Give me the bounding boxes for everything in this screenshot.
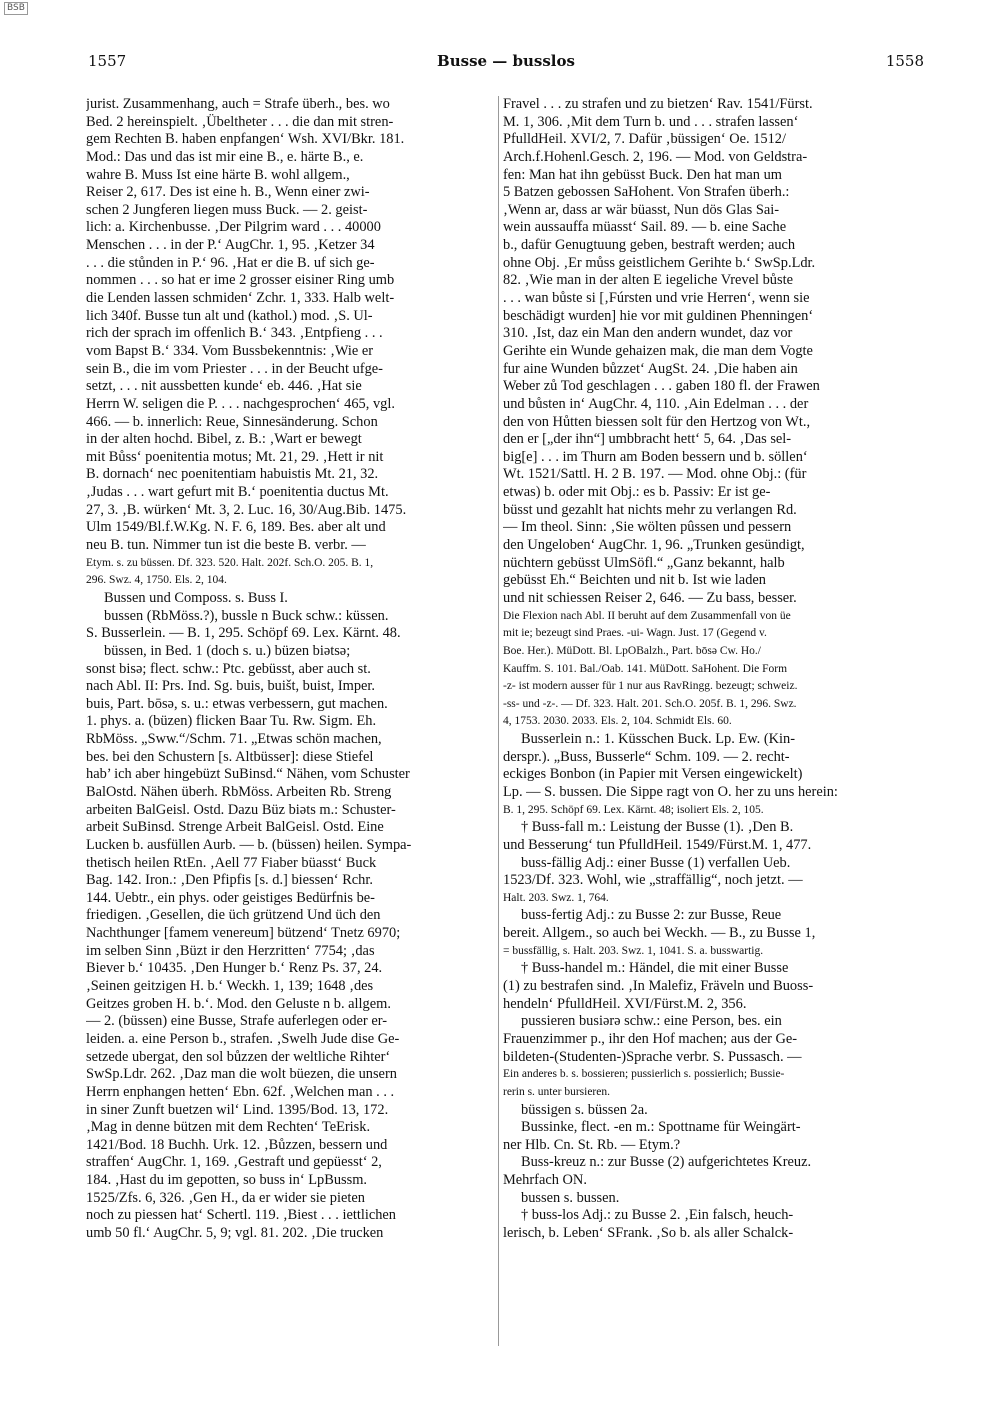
text-line: ner Hlb. Cn. St. Rb. — Etym.? (503, 1136, 681, 1153)
text-line: rerin s. unter bursieren. (503, 1085, 610, 1098)
text-line: im selben Sinn ‚Büzt ir den Herzritten‘ 7754; ‚das (86, 942, 375, 959)
text-line: büssen, in Bed. 1 (doch s. u.) büzen biətsə; (104, 642, 351, 659)
text-line: Wt. 1521/Sattl. H. 2 B. 197. — Mod. ohne Obj.: (für (503, 466, 807, 483)
text-line: big[e] . . . im Thurn am Boden bessern und b. söllen‘ (503, 448, 808, 465)
text-line: 1421/Bod. 18 Buchh. Urk. 12. ‚Bůzzen, bessern und (86, 1136, 388, 1153)
text-line: lich: a. Kirchenbusse. ‚Der Pilgrim ward . . . 40000 (86, 219, 381, 236)
text-line: die Lenden lassen schmiden‘ Zchr. 1, 333. Halb welt- (86, 290, 395, 307)
text-line: Mod.: Das und das ist mir eine B., e. härte B., e. (86, 148, 364, 165)
text-line: ‚Wenn ar, dass ar wär büasst, Nun dös Glas Sai- (503, 201, 780, 218)
text-line: thetisch heilen RtEn. ‚Aell 77 Fiaber büasst‘ Buck (86, 854, 377, 871)
text-line: = bussfällig, s. Halt. 203. Swz. 1, 1041. S. a. busswartig. (503, 944, 764, 957)
text-line: Geitzes groben H. b.‘. Mod. den Geluste n b. allgem. (86, 995, 391, 1012)
text-line: wein aussauffa müasst‘ Sail. 89. — b. eine Sache (503, 219, 787, 236)
text-line: . . . die stůnden in P.‘ 96. ‚Hat er die B. uf sich ge- (86, 254, 375, 271)
text-line: Nachthunger [famem venereum] bützend‘ Tnetz 6970; (86, 925, 401, 942)
text-line: hab’ ich aber hingebüzt SuBinsd.“ Nähen, vom Schuster (86, 766, 410, 783)
text-line: Bussen und Composs. s. Buss I. (104, 589, 288, 606)
text-line: SwSp.Ldr. 262. ‚Daz man die wolt büezen, die unsern (86, 1066, 397, 1083)
text-line: und nit schiessen Reiser 2, 646. — Zu bass, besser. (503, 589, 797, 606)
text-line: . . . wan bůste si [‚Fúrsten und vrie Herren‘, wenn sie (503, 290, 810, 307)
text-line: Etym. s. zu büssen. Df. 323. 520. Halt. 202f. Sch.O. 205. B. 1, (86, 556, 374, 569)
text-line: Gerihte ein Wunde gehaizen mak, die man dem Vogte (503, 342, 813, 359)
text-line: leiden. a. eine Person b., strafen. ‚Swelh Jude dise Ge- (86, 1030, 400, 1047)
text-line: M. 1, 306. ‚Mit dem Turn b. und . . . strafen lassen‘ (503, 113, 799, 130)
text-line: neu B. tun. Nimmer tun ist die beste B. verbr. — (86, 537, 366, 554)
text-line: mit ie; bezeugt sind Praes. -ui- Wagn. Just. 17 (Gegend v. (503, 627, 767, 640)
text-line: 144. Uebtr., ein phys. oder geistiges Bedürfnis be- (86, 889, 375, 906)
text-line: sonst bisə; flect. schw.: Ptc. gebüsst, aber auch st. (86, 660, 371, 677)
text-line: (1) zu bestrafen sind. ‚In Malefiz, Fräveln und Buoss- (503, 978, 814, 995)
text-line: eckiges Bonbon (in Papier mit Versen eingewickelt) (503, 766, 803, 783)
text-line: den von Hůtten biessen solt für den Hertzog von Wt., (503, 413, 811, 430)
text-line: Frauenzimmer p., ihr den Hof machen; aus der Ge- (503, 1030, 798, 1047)
right-column (503, 96, 923, 1243)
text-line: und bůsten in‘ AugChr. 4, 110. ‚Ain Edelman . . . der (503, 395, 809, 412)
text-line: — 2. (büssen) eine Busse, Strafe auferlegen oder er- (86, 1013, 388, 1030)
text-line: büsst und gezahlt hat nichts mehr zu verlangen Rd. (503, 501, 797, 518)
text-line: -ss- und -z-. — Df. 323. Halt. 201. Sch.O. 205f. B. 1, 296. Swz. (503, 697, 797, 710)
page-header (88, 52, 924, 74)
text-line: † Buss-fall m.: Leistung der Busse (1). ‚Den B. (521, 819, 794, 836)
text-line: ‚Mag in denne bützen mit dem Rechten‘ TeErisk. (86, 1119, 371, 1136)
text-line: 184. ‚Hast du im gepotten, so buss in‘ LpBussm. (86, 1172, 368, 1189)
text-line: gem Rechten B. haben enpfangen‘ Wsh. XVI/Bkr. 181. (86, 131, 405, 148)
text-line: lerisch, b. Leben‘ SFrank. ‚So b. als aller Schalck- (503, 1225, 794, 1241)
text-line: straffen‘ AugChr. 1, 169. ‚Gestraft und gepüesst‘ 2, (86, 1154, 382, 1171)
text-line: Die Flexion nach Abl. II beruht auf dem Zusammenfall von üe (503, 609, 791, 622)
text-line: Fravel . . . zu strafen und zu bietzen‘ Rav. 1541/Fürst. (503, 96, 813, 112)
text-line: den er [„der ihn“] umbbracht hett‘ 5, 64. ‚Das sel- (503, 431, 792, 448)
text-line: fur aine Wunden bůzzet‘ AugSt. 24. ‚Die haben ain (503, 360, 798, 377)
text-line: Arch.f.Hohenl.Gesch. 2, 196. — Mod. von Geldstra- (503, 148, 808, 165)
page-number-left: 1557 (88, 52, 127, 70)
text-line: hendeln‘ PfulldHeil. XVI/Fürst.M. 2, 356. (503, 995, 747, 1012)
text-line: 296. Swz. 4, 1750. Els. 2, 104. (86, 574, 227, 587)
running-headword: Busse — busslos (437, 52, 575, 70)
text-line: Halt. 203. Swz. 1, 764. (503, 891, 609, 904)
text-line: und Besserung‘ tun PfulldHeil. 1549/Fürst.M. 1, 477. (503, 836, 812, 853)
text-line: Reiser 2, 617. Des ist eine h. B., Wenn einer zwi- (86, 184, 370, 201)
text-line: sein B., die im vom Priester . . . in der Beucht ufge- (86, 360, 383, 377)
text-line: — Im theol. Sinn: ‚Sie wölten pûssen und pessern (503, 519, 792, 536)
text-line: bussen (RbMöss.?), bussle n Buck schw.: küssen. (104, 607, 389, 624)
text-line: in der alten hochd. Bibel, z. B.: ‚Wart er bewegt (86, 431, 362, 448)
text-line: 27, 3. ‚B. würken‘ Mt. 3, 2. Luc. 16, 30/Aug.Bib. 1475. (86, 501, 407, 518)
text-line: 82. ‚Wie man in der alten E iegeliche Vrevel bůste (503, 272, 793, 289)
text-line: 466. — b. innerlich: Reue, Sinnesänderung. Schon (86, 413, 378, 430)
text-line: Busserlein n.: 1. Küsschen Buck. Lp. Ew. (Kin- (521, 731, 796, 748)
text-line: wahre B. Muss Ist eine härte B. wohl allgem., (86, 166, 350, 183)
text-line: Menschen . . . in der P.‘ AugChr. 1, 95. ‚Ketzer 34 (86, 237, 375, 254)
text-line: Bussinke, flect. -en m.: Spottname für Weingärt- (521, 1119, 801, 1136)
library-stamp: BSB (4, 2, 28, 15)
text-line: ‚Seinen geitzigen H. b.‘ Weckh. 1, 139; 1648 ‚des (86, 978, 374, 995)
text-line: büssigen s. büssen 2a. (521, 1101, 648, 1118)
text-line: nach Abl. II: Prs. Ind. Sg. buis, buišt, buist, Imper. (86, 678, 376, 695)
text-line: B. 1, 295. Schöpf 69. Lex. Kärnt. 48; isoliert Els. 2, 105. (503, 803, 764, 816)
text-line: nommen . . . so hat er ime 2 grosser eisiner Ring umb (86, 272, 395, 289)
text-line: Bed. 2 hereinspielt. ‚Übeltheter . . . die dan mit stren- (86, 113, 394, 130)
left-column (86, 96, 496, 1243)
text-line: † buss-los Adj.: zu Busse 2. ‚Ein falsch, heuch- (521, 1207, 794, 1224)
text-line: buss-fällig Adj.: einer Busse (1) verfallen Ueb. (521, 854, 791, 871)
text-line: ohne Obj. ‚Er můss geistlichem Gerihte b.‘ SwSp.Ldr. (503, 254, 816, 271)
text-line: gebüsst Eh.“ Beichten und nit b. Ist wie laden (503, 572, 766, 589)
column-divider (498, 96, 499, 1346)
text-line: Herrn W. seligen die P. . . . nachgesprochen‘ 465, vgl. (86, 395, 395, 412)
text-line: etwas) b. oder mit Obj.: es b. Passiv: Er ist ge- (503, 484, 771, 501)
text-line: ‚Judas . . . wart gefurt mit B.‘ poenitentia ductus Mt. (86, 484, 389, 501)
text-line: rich der sprach im offenlich B.‘ 343. ‚Entpfieng . . . (86, 325, 383, 342)
text-line: in siner Zunft buetzen wil‘ Lind. 1395/Bod. 13, 172. (86, 1101, 389, 1118)
text-line: 4, 1753. 2030. 2033. Els. 2, 104. Schmidt Els. 60. (503, 715, 732, 728)
text-line: umb 50 fl.‘ AugChr. 5, 9; vgl. 81. 202. ‚Die trucken (86, 1225, 384, 1241)
text-line: 1. phys. a. (büzen) flicken Baar Tu. Rw. Sigm. Eh. (86, 713, 377, 730)
text-line: -z- ist modern ausser für 1 nur aus RavRingg. bezeugt; schweiz. (503, 680, 798, 693)
text-line: Ein anderes b. s. bossieren; pussierlich s. possierlich; Bussie- (503, 1068, 785, 1081)
text-line: Boe. Her.). MüDott. Bl. LpOBalzh., Part. bōsə Cw. Ho./ (503, 644, 761, 657)
text-line: Kauffm. S. 101. Bal./Oab. 141. MüDott. SaHohent. Die Form (503, 662, 788, 675)
text-line: Buss-kreuz n.: zur Busse (2) aufgerichtetes Kreuz. (521, 1154, 812, 1171)
text-line: lich 340f. Busse tun alt und (kathol.) mod. ‚S. Ul- (86, 307, 373, 324)
text-line: buss-fertig Adj.: zu Busse 2: zur Busse, Reue (521, 907, 782, 924)
text-line: setzede ubergat, den sol bůzzen der weltliche Rihter‘ (86, 1048, 391, 1065)
text-line: Mehrfach ON. (503, 1172, 587, 1189)
text-line: Bag. 142. Iron.: ‚Den Pfipfis [s. d.] biessen‘ Rchr. (86, 872, 373, 889)
text-line: S. Busserlein. — B. 1, 295. Schöpf 69. Lex. Kärnt. 48. (86, 625, 401, 642)
text-line: PfulldHeil. XVI/2, 7. Dafür ‚büssigen‘ Oe. 1512/ (503, 131, 786, 148)
text-line: 310. ‚Ist, daz ein Man den andern wundet, daz vor (503, 325, 793, 342)
text-line: friedigen. ‚Gesellen, die üch grützend Und üch den (86, 907, 381, 924)
text-line: pussieren busiərə schw.: eine Person, bes. ein (521, 1013, 782, 1030)
page-number-right: 1558 (885, 52, 924, 70)
text-line: b., dafür Genugtuung geben, bestraft werden; auch (503, 237, 796, 254)
text-line: bussen s. bussen. (521, 1189, 620, 1206)
text-line: derspr.). „Buss, Busserle“ Schm. 109. — 2. recht- (503, 748, 790, 765)
text-line: schen 2 Jungferen liegen muss Buck. — 2. geist- (86, 201, 368, 218)
text-line: Lp. — S. bussen. Die Sippe ragt von O. her zu uns herein: (503, 783, 838, 800)
text-line: nüchtern gebüsst UlmSöfl.“ „Ganz bekannt, halb (503, 554, 785, 571)
text-line: Ulm 1549/Bl.f.W.Kg. N. F. 6, 189. Bes. aber alt und (86, 519, 386, 536)
text-line: Weber zů Tod geschlagen . . . gaben 180 fl. der Frawen (503, 378, 820, 395)
text-line: BalOstd. Nähen überh. RbMöss. Arbeiten Rb. Streng (86, 783, 392, 800)
text-line: jurist. Zusammenhang, auch = Strafe überh., bes. wo (86, 96, 390, 112)
text-line: vom Bapst B.‘ 334. Vom Bussbekenntnis: ‚Wie er (86, 342, 374, 359)
text-line: bildeten-(Studenten-)Sprache verbr. S. Pussasch. — (503, 1048, 802, 1065)
text-line: † Buss-handel m.: Händel, die mit einer Busse (521, 960, 789, 977)
text-line: 1525/Zfs. 6, 326. ‚Gen H., da er wider sie pieten (86, 1189, 365, 1206)
text-line: setzt, . . . nit aussbetten kunde‘ eb. 446. ‚Hat sie (86, 378, 362, 395)
text-line: 5 Batzen gebossen SaHohent. Von Strafen überh.: (503, 184, 790, 201)
text-line: RbMöss. „Sww.“/Schm. 71. „Etwas schön machen, (86, 731, 382, 748)
text-line: arbeit SuBinsd. Strenge Arbeit BalGeisl. Ostd. Eine (86, 819, 384, 836)
text-line: arbeiten BalGeisl. Ostd. Dazu Büz biəts m.: Schuster- (86, 801, 396, 818)
text-line: buis, Part. bōsə, s. u.: etwas verbessern, gut machen. (86, 695, 388, 712)
text-line: den Ungeloben‘ AugChr. 1, 96. „Trunken gesündigt, (503, 537, 805, 554)
text-line: beschädigt wurden] hie vor mit guldinen Phenningen‘ (503, 307, 814, 324)
text-line: bereit. Allgem., so auch bei Weckh. — B., zu Busse 1, (503, 925, 816, 942)
text-line: noch zu piessen hat‘ Schertl. 119. ‚Biest . . . iettlichen (86, 1207, 396, 1224)
text-line: bes. bei den Schustern [s. Altbüsser]: diese Stiefel (86, 748, 374, 765)
text-line: 1523/Df. 323. Wohl, wie „straffällig“, noch jetzt. — (503, 872, 803, 889)
text-line: Biever b.‘ 10435. ‚Den Hunger b.‘ Renz Ps. 37, 24. (86, 960, 383, 977)
text-line: B. dornach‘ nec poenitentiam habuistis Mt. 21, 32. (86, 466, 379, 483)
text-line: Herrn enphangen hetten‘ Ebn. 62f. ‚Welchen man . . . (86, 1083, 395, 1100)
text-line: Lucken b. ausfüllen Aurb. — b. (büssen) heilen. Sympa- (86, 836, 412, 853)
text-line: fen: Man hat ihn gebüsst Buck. Den hat man um (503, 166, 782, 183)
text-line: mit Bůss‘ poenitentia motus; Mt. 21, 29. ‚Hett ir nit (86, 448, 384, 465)
